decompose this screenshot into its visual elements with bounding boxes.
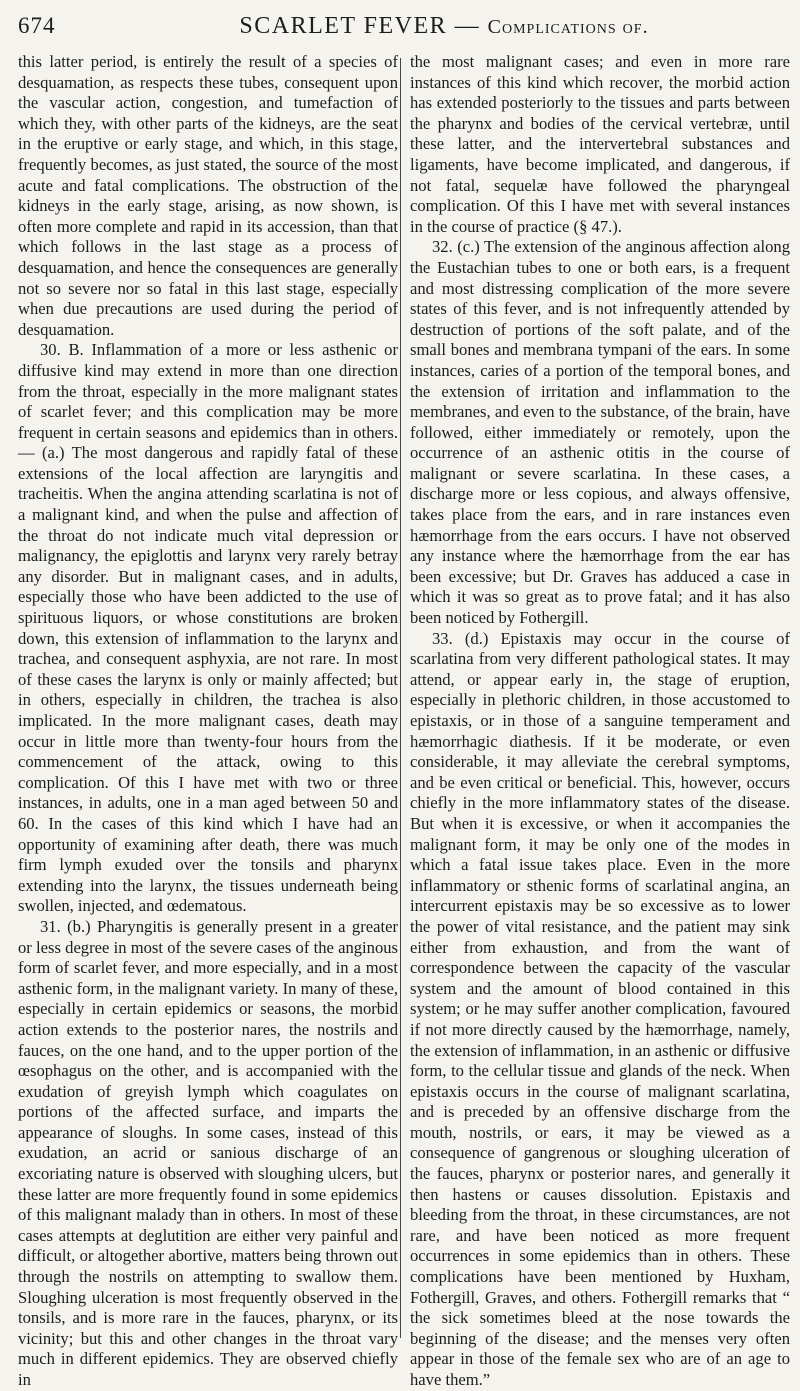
- right-paragraph-1: the most malignant cases; and even in more rare instances of this kind which recover, the morbid action has extended posteriorly to the tissues and parts between the pharynx and bodies of the cervical vertebræ, until these latter, and the intervertebral substances and ligaments, have become implicated, and dangerous, if not fatal, sequelæ have followed the pharyngeal complication. Of this I have met with several instances in the course of practice (§ 47.).: [410, 52, 790, 236]
- page-number: 674: [18, 13, 56, 38]
- running-head-dash: —: [447, 12, 488, 39]
- left-paragraph-31: 31. (b.) Pharyngitis is generally present in a greater or less degree in most of the severe cases of the anginous form of scarlet fever, and more especially, and in a most asthenic form, in the malignant variety. In many of these, especially in certain epidemics or seasons, the morbid action extends to the posterior nares, the nostrils and fauces, on the one hand, and to the upper portion of the œsophagus on the other, and is accompanied with the exudation of greyish lymph which coagulates on portions of the affected surface, and imparts the appearance of sloughs. In some cases, instead of this exudation, an acrid or sanious discharge of an excoriating nature is observed with sloughing ulcers, but these latter are more frequently found in some epidemics of this malignant malady than in others. In most of these cases attempts at deglutition are either very painful and difficult, or altogether abortive, matters being thrown out through the nostrils on attempting to swallow them. Sloughing ulceration is most frequently observed in the tonsils, and is more rare in the fauces, pharynx, or its vicinity; but this and other changes in the throat vary much in different epidemics. They are observed chiefly in: [18, 916, 398, 1389]
- running-head-subtitle: Complications of.: [487, 15, 649, 38]
- running-head-title: SCARLET FEVER: [239, 12, 448, 39]
- right-column: [410, 52, 790, 1391]
- right-paragraph-32: 32. (c.) The extension of the anginous affection along the Eustachian tubes to one or both ears, is a frequent and most distressing complication of the more severe states of this fever, and is not infrequently attended by destruction of portions of the soft palate, and of the small bones and membrana tympani of the ears. In some instances, caries of a portion of the temporal bones, and the extension of irritation and inflammation to the membranes, and even to the substance, of the brain, have followed, either immediately or remotely, upon the occurrence of an asthenic otitis in the course of malignant or severe scarlatina. In these cases, a discharge more or less copious, and always offensive, takes place from the ears, and in rare instances even hæmorrhage from the ears occurs. I have not observed any instance where the hæmorrhage from the ear has been excessive; but Dr. Graves has adduced a case in which it was so great as to prove fatal; and it has also been noticed by Fothergill.: [410, 237, 790, 628]
- column-divider: [400, 58, 401, 1338]
- right-paragraph-33: 33. (d.) Epistaxis may occur in the course of scarlatina from very different pathological states. It may attend, or appear early in, the stage of eruption, especially in plethoric children, in those accustomed to epistaxis, or in those of a sanguine temperament and hæmorrhagic diathesis. If it be moderate, or even considerable, it may alleviate the cerebral symptoms, and be even critical or beneficial. This, however, occurs chiefly in the more inflammatory states of the disease. But when it is excessive, or when it accompanies the malignant form, it may be only one of the modes in which a fatal issue takes place. Even in the more inflammatory or sthenic forms of scarlatinal angina, an intercurrent epistaxis may be so excessive as to lower the power of vital resistance, and the patient may sink either from exhaustion, and from the want of correspondence between the capacity of the vascular system and the amount of blood contained in this system; or he may suffer another complication, favoured if not more directly caused by the hæmorrhage, namely, the extension of inflammation, in an asthenic or diffusive form, to the cellular tissue and glands of the neck. When epistaxis occurs in the course of malignant scarlatina, and is preceded by an offensive discharge from the mouth, nostrils, or ears, it may be viewed as a consequence of gangrenous or sloughing ulceration of the fauces, pharynx or posterior nares, and generally it then hastens or causes dissolution. Epistaxis and bleeding from the throat, in these circumstances, are not rare, and have been noticed as more frequent occurrences in some epidemics than in others. These complications have been mentioned by Huxham, Fothergill, Graves, and others. Fothergill remarks that “ the sick sometimes bleed at the nose towards the beginning of the disease; and the menses very often appear in those of the female sex who are of an age to have them.”: [410, 628, 790, 1389]
- left-paragraph-30: 30. B. Inflammation of a more or less asthenic or diffusive kind may extend in more than one direction from the throat, especially in the more malignant states of scarlet fever; and this complication may be more frequent in certain seasons and epidemics than in others. — (a.) The most dangerous and rapidly fatal of these extensions of the local affection are laryngitis and tracheitis. When the angina attending scarlatina is not of a malignant kind, and when the pulse and affection of the throat do not indicate much vital depression or malignancy, the epiglottis and larynx very rarely betray any disorder. But in malignant cases, and in adults, especially those who have been addicted to the use of spirituous liquors, or whose constitutions are broken down, this extension of inflammation to the larynx and trachea, and consequent asphyxia, are not rare. In most of these cases the larynx is only or mainly affected; but in others, especially in children, the trachea is also implicated. In the more malignant cases, death may occur in little more than twenty-four hours from the commencement of the attack, owing to this complication. Of this I have met with two or three instances, in adults, one in a man aged between 50 and 60. In the cases of this kind which I have had an opportunity of examining after death, there was much firm lymph exuded over the tonsils and pharynx extending into the larynx, the tissues underneath being swollen, injected, and œdematous.: [18, 340, 398, 916]
- left-column: [18, 52, 398, 1391]
- left-paragraph-1: this latter period, is entirely the result of a species of desquamation, as respects these tubes, consequent upon the vascular action, congestion, and tumefaction of which they, with other parts of the kidneys, are the seat in the eruptive or early stage, and which, in this stage, frequently becomes, as just stated, the source of the most acute and fatal complications. The obstruction of the kidneys in the early stage, arising, as now shown, is often more complete and rapid in its accession, than that which follows in the last stage as a process of desquamation, and hence the consequences are generally not so severe nor so fatal in this last stage, especially when due precautions are used during the period of desquamation.: [18, 52, 398, 339]
- running-head: [108, 13, 780, 40]
- page-header: [18, 6, 780, 46]
